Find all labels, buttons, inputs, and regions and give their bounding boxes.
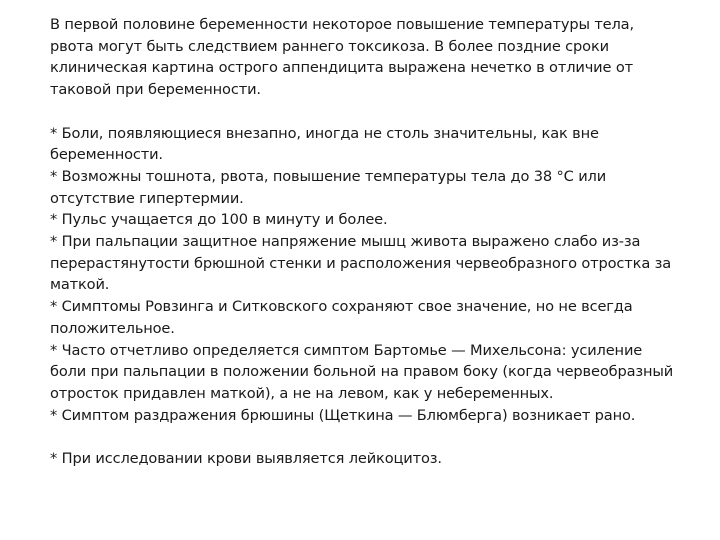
document-text [50, 14, 700, 470]
paragraph-spacer [50, 426, 700, 448]
bullet-line: * Пульс учащается до 100 в минуту и более. [50, 211, 388, 229]
intro-line: рвота могут быть следствием раннего токсикоза. В более поздние сроки [50, 37, 609, 55]
bullet-line: боли при пальпации в положении больной на правом боку (когда червеобразный [50, 363, 674, 381]
bullet-line: перерастянутости брюшной стенки и расположения червеобразного отростка за [50, 254, 671, 272]
intro-line: таковой при беременности. [50, 81, 261, 99]
bullet-line: маткой. [50, 276, 110, 294]
bullet-line: отросток придавлен маткой), а не на левом, как у небеременных. [50, 384, 554, 402]
bullet-line: * Боли, появляющиеся внезапно, иногда не столь значительны, как вне [50, 124, 599, 142]
bullet-line: * При пальпации защитное напряжение мышц живота выражено слабо из-за [50, 233, 641, 251]
final-line: * При исследовании крови выявляется лейкоцитоз. [50, 450, 442, 468]
intro-line: клиническая картина острого аппендицита выражена нечетко в отличие от [50, 59, 633, 77]
bullet-line: беременности. [50, 146, 163, 164]
intro-line: В первой половине беременности некоторое повышение температуры тела, [50, 16, 634, 33]
intro-paragraph [50, 14, 700, 101]
bullet-line: * Симптом раздражения брюшины (Щеткина — Блюмберга) возникает рано. [50, 406, 636, 424]
bullet-line: отсутствие гипертермии. [50, 189, 244, 207]
bullet-line: * Симптомы Ровзинга и Ситковского сохраняют свое значение, но не всегда [50, 298, 633, 316]
final-paragraph [50, 448, 700, 470]
paragraph-spacer [50, 101, 700, 123]
bullet-line: положительное. [50, 319, 175, 337]
bullet-list [50, 123, 700, 427]
bullet-line: * Часто отчетливо определяется симптом Бартомье — Михельсона: усиление [50, 341, 643, 359]
bullet-line: * Возможны тошнота, рвота, повышение температуры тела до 38 °С или [50, 167, 607, 185]
